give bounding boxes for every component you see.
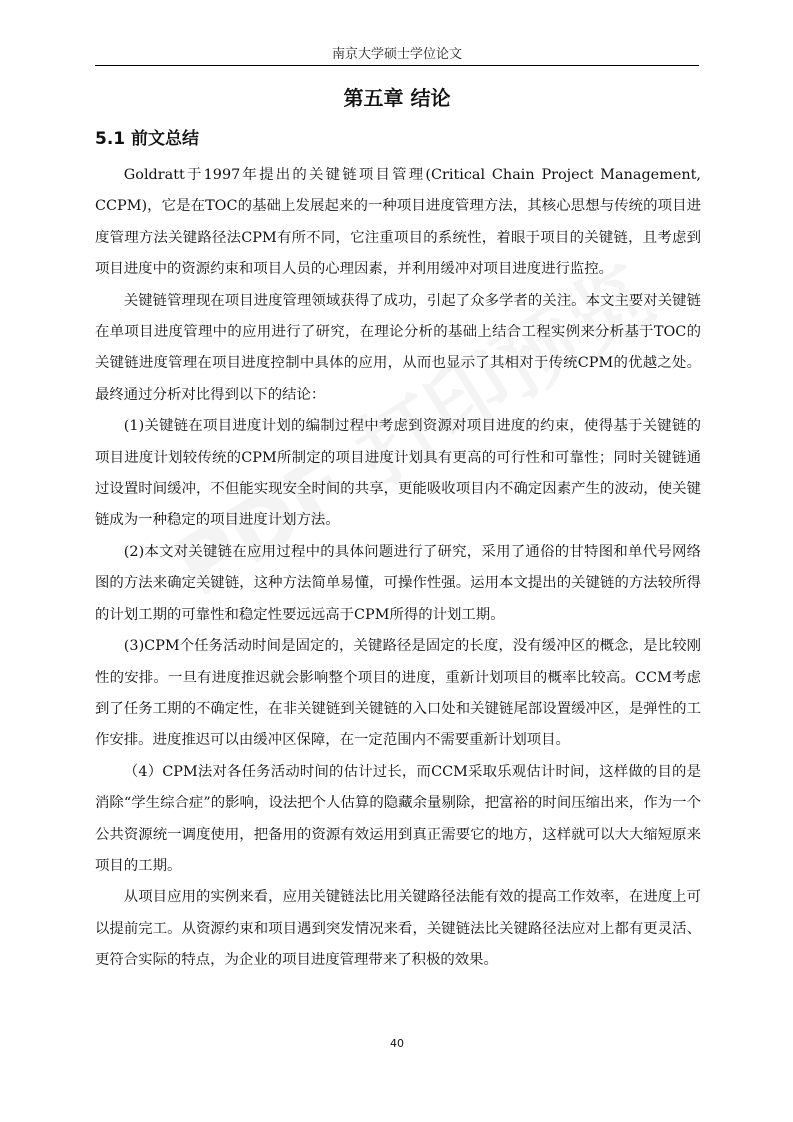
section-heading: 5.1 前文总结 bbox=[95, 129, 200, 149]
paragraph: (1)关键链在项目进度计划的编制过程中考虑到资源对项目进度的约束，使得基于关键链的项目进度计划较传统的CPM所制定的项目进度计划具有更高的可行性和可靠性；同时关键链通过设置时间缓冲，不但能实现安全时间的共享，更能吸收项目内不确定因素产生的波动，使关键链成为一种稳定的项目进度计划方法。 bbox=[95, 418, 701, 529]
header-divider bbox=[95, 65, 699, 66]
paragraph: Goldratt于1997年提出的关键链项目管理(Critical Chain Project Management, CCPM)，它是在TOC的基础上发展起来的一种项目进度管理方法，其核心思想与传统的项目进度管理方法关键路径法CPM有所不同，它注重项目的系统性，着眼于项目的关键链，且考虑到项目进度中的资源约束和项目人员的心理因素，并利用缓冲对项目进度进行监控。 bbox=[95, 167, 701, 278]
running-header: 南京大学硕士学位论文 bbox=[331, 47, 462, 62]
paragraph: (3)CPM个任务活动时间是固定的，关键路径是固定的长度，没有缓冲区的概念，是比较刚性的安排。一旦有进度推迟就会影响整个项目的进度，重新计划项目的概率比较高。CCM考虑到了任务工期的不确定性，在非关键链到关键链的入口处和关键链尾部设置缓冲区，是弹性的工作安排。进度推迟可以由缓冲区保障，在一定范围内不需要重新计划项目。 bbox=[95, 638, 701, 749]
paragraph: 从项目应用的实例来看，应用关键链法比用关键路径法能有效的提高工作效率，在进度上可以提前完工。从资源约束和项目遇到突发情况来看，关键链法比关键路径法应对上都有更灵活、更符合实际的特点，为企业的项目进度管理带来了积极的效果。 bbox=[95, 889, 701, 969]
paragraph: 关键链管理现在项目进度管理领域获得了成功，引起了众多学者的关注。本文主要对关键链在单项目进度管理中的应用进行了研究，在理论分析的基础上结合工程实例来分析基于TOC的关键链进度管理在项目进度控制中具体的应用，从而也显示了其相对于传统CPM的优越之处。最终通过分析对比得到以下的结论： bbox=[95, 292, 701, 403]
page-number: 40 bbox=[390, 1037, 404, 1050]
body-text bbox=[95, 160, 701, 977]
paragraph: (2)本文对关键链在应用过程中的具体问题进行了研究，采用了通俗的甘特图和单代号网络图的方法来确定关键链，这种方法简单易懂，可操作性强。运用本文提出的关键链的方法较所得的计划工期的可靠性和稳定性要远远高于CPM所得的计划工期。 bbox=[95, 543, 701, 623]
paragraph: （4）CPM法对各任务活动时间的估计过长，而CCM采取乐观估计时间，这样做的目的是消除“学生综合症”的影响，设法把个人估算的隐藏余量剔除，把富裕的时间压缩出来，作为一个公共资源统一调度使用，把备用的资源有效运用到真正需要它的地方，这样就可以大大缩短原来项目的工期。 bbox=[95, 763, 701, 874]
chapter-title: 第五章 结论 bbox=[343, 86, 451, 110]
